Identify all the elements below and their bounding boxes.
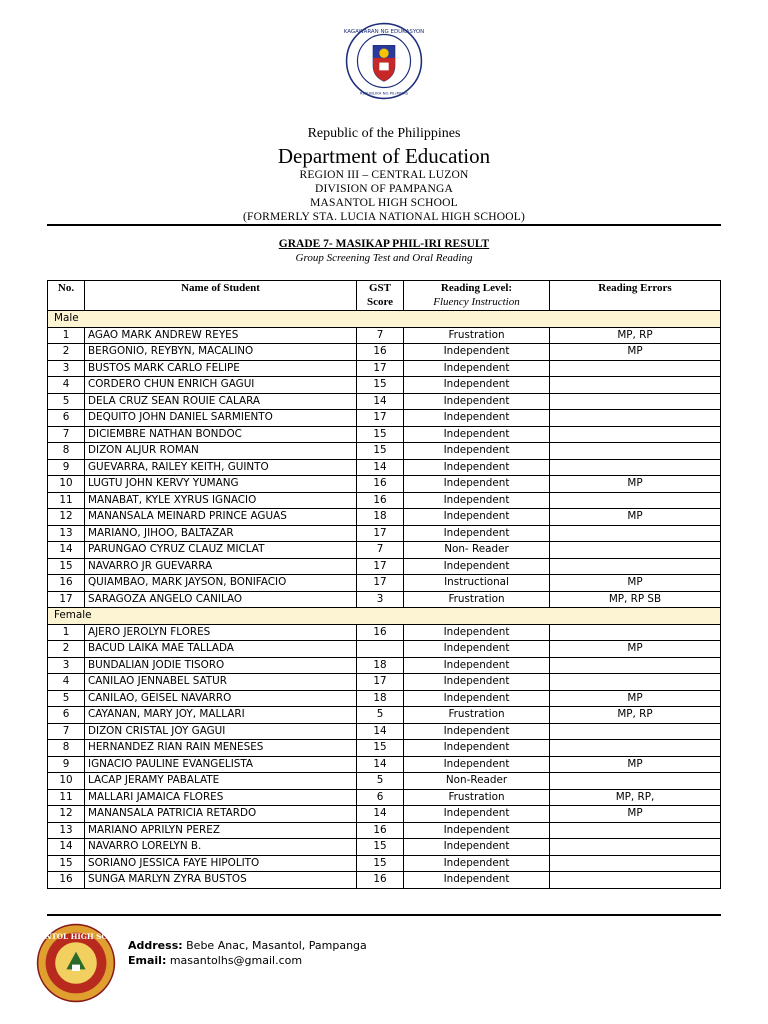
female-section-row: Female [48, 608, 721, 625]
cell-no: 6 [48, 410, 85, 427]
cell-student-name: QUIAMBAO, MARK JAYSON, BONIFACIO [85, 575, 357, 592]
cell-reading-errors [550, 360, 721, 377]
table-row [48, 360, 721, 377]
cell-student-name: DEQUITO JOHN DANIEL SARMIENTO [85, 410, 357, 427]
cell-reading-errors [550, 459, 721, 476]
col-errors-header: Reading Errors [550, 281, 721, 311]
cell-gst-score: 5 [357, 773, 404, 790]
cell-gst-score [357, 641, 404, 658]
table-row [48, 525, 721, 542]
school-logo [20, 923, 132, 1003]
cell-reading-level: Independent [404, 459, 550, 476]
cell-reading-level: Independent [404, 360, 550, 377]
cell-no: 2 [48, 641, 85, 658]
cell-student-name: SORIANO JESSICA FAYE HIPOLITO [85, 855, 357, 872]
cell-no: 5 [48, 393, 85, 410]
cell-gst-score: 18 [357, 509, 404, 526]
cell-reading-level: Independent [404, 443, 550, 460]
cell-gst-score: 16 [357, 492, 404, 509]
cell-no: 15 [48, 558, 85, 575]
cell-gst-score: 17 [357, 674, 404, 691]
cell-reading-level: Independent [404, 410, 550, 427]
cell-gst-score: 16 [357, 872, 404, 889]
cell-no: 12 [48, 509, 85, 526]
cell-gst-score: 17 [357, 410, 404, 427]
male-section-row: Male [48, 311, 721, 328]
cell-no: 7 [48, 426, 85, 443]
table-row [48, 410, 721, 427]
cell-gst-score: 5 [357, 707, 404, 724]
cell-reading-level: Independent [404, 509, 550, 526]
cell-gst-score: 17 [357, 575, 404, 592]
cell-no: 1 [48, 624, 85, 641]
cell-student-name: BACUD LAIKA MAE TALLADA [85, 641, 357, 658]
header-divider [47, 224, 721, 226]
cell-reading-level: Independent [404, 525, 550, 542]
table-row [48, 443, 721, 460]
table-row [48, 723, 721, 740]
table-row [48, 839, 721, 856]
cell-student-name: DIZON ALJUR ROMAN [85, 443, 357, 460]
cell-gst-score: 17 [357, 525, 404, 542]
col-level-header: Reading Level: Fluency Instruction [404, 281, 550, 311]
cell-reading-level: Independent [404, 393, 550, 410]
col-name-header: Name of Student [85, 281, 357, 311]
svg-text:REPUBLIKA NG PILIPINAS: REPUBLIKA NG PILIPINAS [359, 90, 409, 96]
cell-no: 8 [48, 740, 85, 757]
cell-gst-score: 14 [357, 459, 404, 476]
table-row [48, 492, 721, 509]
cell-no: 4 [48, 377, 85, 394]
cell-no: 7 [48, 723, 85, 740]
cell-reading-errors [550, 542, 721, 559]
cell-reading-errors: MP [550, 806, 721, 823]
cell-reading-level: Independent [404, 822, 550, 839]
cell-no: 17 [48, 591, 85, 608]
cell-gst-score: 15 [357, 443, 404, 460]
col-gst-header: GST Score [357, 281, 404, 311]
cell-reading-level: Frustration [404, 591, 550, 608]
cell-gst-score: 17 [357, 360, 404, 377]
cell-gst-score: 16 [357, 344, 404, 361]
table-row [48, 855, 721, 872]
cell-reading-level: Non-Reader [404, 773, 550, 790]
cell-reading-errors: MP, RP SB [550, 591, 721, 608]
cell-reading-errors [550, 393, 721, 410]
cell-reading-errors: MP [550, 509, 721, 526]
cell-student-name: DELA CRUZ SEAN ROUIE CALARA [85, 393, 357, 410]
table-row [48, 393, 721, 410]
cell-reading-level: Non- Reader [404, 542, 550, 559]
table-row [48, 575, 721, 592]
cell-reading-level: Independent [404, 756, 550, 773]
cell-gst-score: 15 [357, 377, 404, 394]
cell-no: 1 [48, 327, 85, 344]
cell-student-name: CANILAO, GEISEL NAVARRO [85, 690, 357, 707]
cell-no: 9 [48, 756, 85, 773]
footer-divider [47, 914, 721, 916]
cell-reading-level: Instructional [404, 575, 550, 592]
cell-no: 15 [48, 855, 85, 872]
cell-no: 11 [48, 492, 85, 509]
cell-gst-score: 15 [357, 426, 404, 443]
cell-no: 14 [48, 542, 85, 559]
cell-student-name: CORDERO CHUN ENRICH GAGUI [85, 377, 357, 394]
cell-student-name: DIZON CRISTAL JOY GAGUI [85, 723, 357, 740]
table-row [48, 674, 721, 691]
cell-no: 3 [48, 360, 85, 377]
table-row [48, 740, 721, 757]
cell-reading-errors: MP [550, 756, 721, 773]
table-row [48, 344, 721, 361]
former-name-line: (FORMERLY STA. LUCIA NATIONAL HIGH SCHOOL) [242, 211, 526, 223]
table-row [48, 690, 721, 707]
cell-student-name: DICIEMBRE NATHAN BONDOC [85, 426, 357, 443]
cell-reading-errors: MP, RP [550, 327, 721, 344]
cell-gst-score: 16 [357, 624, 404, 641]
cell-reading-errors: MP, RP, [550, 789, 721, 806]
footer-contact [128, 938, 367, 968]
deped-seal-logo [345, 22, 423, 100]
report-subtitle: Group Screening Test and Oral Reading [295, 252, 473, 264]
cell-reading-errors [550, 525, 721, 542]
department-heading: Department of Education [277, 144, 491, 168]
cell-reading-errors [550, 657, 721, 674]
cell-reading-errors [550, 558, 721, 575]
cell-student-name: IGNACIO PAULINE EVANGELISTA [85, 756, 357, 773]
table-row [48, 509, 721, 526]
cell-reading-errors [550, 410, 721, 427]
cell-reading-errors [550, 872, 721, 889]
cell-no: 12 [48, 806, 85, 823]
cell-gst-score: 17 [357, 558, 404, 575]
table-row [48, 773, 721, 790]
school-line: MASANTOL HIGH SCHOOL [310, 197, 458, 209]
cell-student-name: BUSTOS MARK CARLO FELIPE [85, 360, 357, 377]
cell-gst-score: 14 [357, 723, 404, 740]
cell-student-name: SARAGOZA ANGELO CANILAO [85, 591, 357, 608]
cell-reading-level: Independent [404, 690, 550, 707]
cell-gst-score: 7 [357, 327, 404, 344]
cell-reading-errors [550, 377, 721, 394]
cell-reading-level: Independent [404, 839, 550, 856]
cell-reading-errors: MP [550, 641, 721, 658]
cell-student-name: BUNDALIAN JODIE TISORO [85, 657, 357, 674]
cell-student-name: CANILAO JENNABEL SATUR [85, 674, 357, 691]
division-line: DIVISION OF PAMPANGA [315, 183, 453, 195]
cell-reading-errors: MP, RP [550, 707, 721, 724]
cell-reading-errors [550, 426, 721, 443]
cell-gst-score: 14 [357, 756, 404, 773]
cell-student-name: MANABAT, KYLE XYRUS IGNACIO [85, 492, 357, 509]
table-row [48, 558, 721, 575]
cell-student-name: MARIANO, JIHOO, BALTAZAR [85, 525, 357, 542]
cell-no: 9 [48, 459, 85, 476]
cell-reading-errors [550, 492, 721, 509]
cell-reading-errors: MP [550, 476, 721, 493]
cell-no: 8 [48, 443, 85, 460]
cell-reading-level: Independent [404, 723, 550, 740]
cell-gst-score: 3 [357, 591, 404, 608]
cell-no: 2 [48, 344, 85, 361]
cell-reading-errors [550, 443, 721, 460]
cell-gst-score: 16 [357, 822, 404, 839]
cell-no: 16 [48, 872, 85, 889]
table-row [48, 707, 721, 724]
republic-heading: Republic of the Philippines [307, 126, 461, 141]
table-row [48, 756, 721, 773]
cell-reading-level: Frustration [404, 789, 550, 806]
cell-student-name: CAYANAN, MARY JOY, MALLARI [85, 707, 357, 724]
cell-student-name: LACAP JERAMY PABALATE [85, 773, 357, 790]
cell-no: 4 [48, 674, 85, 691]
cell-student-name: AGAO MARK ANDREW REYES [85, 327, 357, 344]
cell-gst-score: 18 [357, 690, 404, 707]
cell-reading-level: Frustration [404, 707, 550, 724]
cell-no: 13 [48, 525, 85, 542]
cell-gst-score: 15 [357, 855, 404, 872]
svg-text:KAGAWARAN NG EDUKASYON: KAGAWARAN NG EDUKASYON [343, 28, 425, 35]
cell-student-name: SUNGA MARLYN ZYRA BUSTOS [85, 872, 357, 889]
cell-reading-errors: MP [550, 575, 721, 592]
table-row [48, 327, 721, 344]
cell-student-name: NAVARRO JR GUEVARRA [85, 558, 357, 575]
cell-reading-level: Independent [404, 624, 550, 641]
cell-reading-errors [550, 822, 721, 839]
cell-gst-score: 16 [357, 476, 404, 493]
cell-reading-level: Frustration [404, 327, 550, 344]
table-row [48, 657, 721, 674]
cell-no: 10 [48, 476, 85, 493]
cell-no: 3 [48, 657, 85, 674]
results-table [47, 280, 721, 889]
table-row [48, 459, 721, 476]
cell-reading-level: Independent [404, 558, 550, 575]
email-line: Email: masantolhs@gmail.com [128, 954, 303, 967]
table-row [48, 624, 721, 641]
cell-no: 10 [48, 773, 85, 790]
cell-reading-level: Independent [404, 476, 550, 493]
cell-reading-level: Independent [404, 674, 550, 691]
cell-reading-level: Independent [404, 806, 550, 823]
cell-reading-level: Independent [404, 344, 550, 361]
cell-reading-errors: MP [550, 344, 721, 361]
cell-reading-errors [550, 674, 721, 691]
report-title: GRADE 7- MASIKAP PHIL-IRI RESULT [278, 238, 490, 250]
table-row [48, 641, 721, 658]
cell-reading-level: Independent [404, 872, 550, 889]
cell-gst-score: 14 [357, 393, 404, 410]
address-line: Address: Bebe Anac, Masantol, Pampanga [128, 939, 367, 952]
cell-no: 11 [48, 789, 85, 806]
cell-no: 5 [48, 690, 85, 707]
cell-no: 16 [48, 575, 85, 592]
cell-reading-errors: MP [550, 690, 721, 707]
cell-reading-errors [550, 773, 721, 790]
cell-reading-level: Independent [404, 377, 550, 394]
table-row [48, 591, 721, 608]
cell-reading-errors [550, 839, 721, 856]
table-row [48, 806, 721, 823]
table-row [48, 789, 721, 806]
cell-no: 6 [48, 707, 85, 724]
cell-student-name: MALLARI JAMAICA FLORES [85, 789, 357, 806]
cell-reading-level: Independent [404, 492, 550, 509]
cell-gst-score: 6 [357, 789, 404, 806]
cell-student-name: MANANSALA PATRICIA RETARDO [85, 806, 357, 823]
cell-student-name: LUGTU JOHN KERVY YUMANG [85, 476, 357, 493]
table-row [48, 377, 721, 394]
cell-student-name: HERNANDEZ RIAN RAIN MENESES [85, 740, 357, 757]
region-line: REGION III – CENTRAL LUZON [299, 169, 469, 181]
cell-gst-score: 14 [357, 806, 404, 823]
cell-reading-level: Independent [404, 740, 550, 757]
cell-gst-score: 15 [357, 740, 404, 757]
table-row [48, 476, 721, 493]
cell-student-name: MANANSALA MEINARD PRINCE AGUAS [85, 509, 357, 526]
cell-student-name: NAVARRO LORELYN B. [85, 839, 357, 856]
cell-reading-level: Independent [404, 657, 550, 674]
cell-reading-level: Independent [404, 855, 550, 872]
cell-reading-level: Independent [404, 641, 550, 658]
cell-student-name: BERGONIO, REYBYN, MACALINO [85, 344, 357, 361]
cell-reading-errors [550, 624, 721, 641]
cell-reading-errors [550, 740, 721, 757]
table-row [48, 822, 721, 839]
cell-student-name: PARUNGAO CYRUZ CLAUZ MICLAT [85, 542, 357, 559]
svg-text:MASANTOL HIGH SCHOOL: MASANTOL HIGH SCHOOL [20, 932, 132, 941]
cell-reading-errors [550, 723, 721, 740]
cell-gst-score: 18 [357, 657, 404, 674]
cell-reading-level: Independent [404, 426, 550, 443]
cell-no: 14 [48, 839, 85, 856]
cell-student-name: GUEVARRA, RAILEY KEITH, GUINTO [85, 459, 357, 476]
cell-no: 13 [48, 822, 85, 839]
cell-student-name: MARIANO APRILYN PEREZ [85, 822, 357, 839]
cell-gst-score: 15 [357, 839, 404, 856]
table-row [48, 426, 721, 443]
cell-student-name: AJERO JEROLYN FLORES [85, 624, 357, 641]
cell-gst-score: 7 [357, 542, 404, 559]
table-row [48, 872, 721, 889]
table-row [48, 542, 721, 559]
cell-reading-errors [550, 855, 721, 872]
col-no-header: No. [48, 281, 85, 311]
